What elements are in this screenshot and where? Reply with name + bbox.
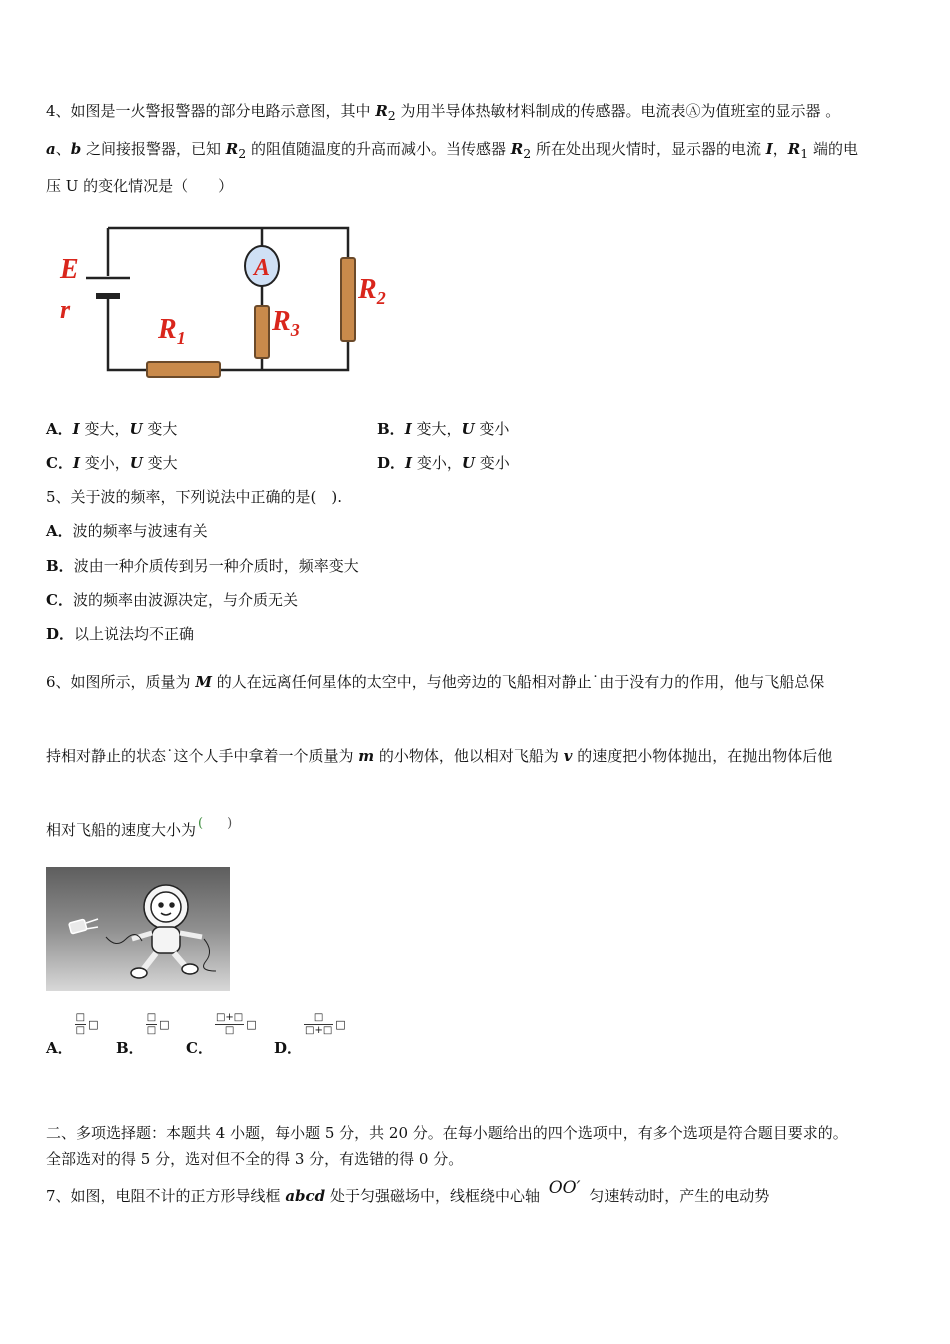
wire-bottom-mid — [220, 341, 348, 370]
q4-line3: 压 U 的变化情况是（ ） — [46, 177, 234, 195]
section2-line1: 二、多项选择题：本题共 4 小题，每小题 5 分，共 20 分。在每小题给出的四个选项中，有多个选项是符合题目要求的。 — [46, 1124, 848, 1142]
q6-option-b[interactable]: B． $\frac{□}{□}$ □ — [116, 1012, 170, 1057]
astronaut-image — [46, 867, 230, 991]
answer-paren-open: ( — [198, 816, 204, 831]
q4-option-a[interactable]: A．I 变大，U 变大 — [46, 420, 178, 438]
section2-line2: 全部选对的得 5 分，选对但不全的得 3 分，有选错的得 0 分。 — [46, 1150, 464, 1168]
q4-option-b[interactable]: B．I 变大，U 变小 — [377, 420, 510, 438]
q4-option-d[interactable]: D．I 变小，U 变小 — [377, 454, 510, 472]
q5-option-a[interactable]: A．波的频率与波速有关 — [46, 522, 208, 540]
q6-option-c[interactable]: C． $\frac{□+□}{□}$ □ — [186, 1012, 257, 1057]
resistor-r1 — [147, 362, 220, 377]
q6-option-d[interactable]: D． $\frac{□}{□+□}$ □ — [274, 1012, 346, 1057]
label-E: E — [60, 254, 79, 285]
answer-paren-close: ) — [227, 816, 233, 831]
q4-line2: a、b 之间接报警器，已知 $R_2$ 的阻值随温度的升高而减小。当传感器 $R_2$ 所在处出现火情时，显示器的电流 I，$R_1$ 端的电 — [46, 140, 858, 161]
q6-line2: 持相对静止的状态˙这个人手中拿着一个质量为 m 的小物体，他以相对飞船为 v 的速度把小物体抛出，在抛出物体后他 — [46, 747, 833, 765]
ammeter-label: A — [253, 255, 271, 281]
resistor-r3 — [255, 306, 269, 358]
q5-option-c[interactable]: C．波的频率由波源决定，与介质无关 — [46, 591, 298, 609]
wire-top — [108, 228, 348, 258]
label-R1: $R_1$ — [158, 314, 186, 348]
wire-left-bottom — [108, 298, 147, 370]
q5-option-d[interactable]: D．以上说法均不正确 — [46, 625, 195, 643]
resistor-r2 — [341, 258, 355, 341]
axis-label: OO′ — [548, 1178, 581, 1198]
q5-option-b[interactable]: B．波由一种介质传到另一种介质时，频率变大 — [46, 557, 359, 575]
q7-line1: 7、如图，电阻不计的正方形导线框 abcd 处于匀强磁场中，线框绕中心轴 OO′ 匀速转动时，产生的电动势 — [46, 1178, 770, 1205]
q6-line1: 6、如图所示，质量为 M 的人在远离任何星体的太空中，与他旁边的飞船相对静止˙由于没有力的作用，他与飞船总保 — [46, 673, 825, 691]
circuit-diagram — [50, 218, 400, 388]
label-R2: $R_2$ — [358, 274, 386, 308]
q4-line1: 4、如图是一火警报警器的部分电路示意图，其中 $R_2$ 为用半导体热敏材料制成的传感器。电流表Ⓐ为值班室的显示器 。 — [46, 102, 841, 123]
label-R3: $R_3$ — [272, 306, 300, 340]
label-r: r — [60, 295, 71, 324]
q6-line3: 相对飞船的速度大小为 ( ) — [46, 816, 233, 839]
q5-stem: 5、关于波的频率，下列说法中正确的是( ). — [46, 488, 343, 506]
q4-option-c[interactable]: C．I 变小，U 变大 — [46, 454, 178, 472]
q6-option-a[interactable]: A． $\frac{□}{□}$ □ — [46, 1012, 99, 1057]
